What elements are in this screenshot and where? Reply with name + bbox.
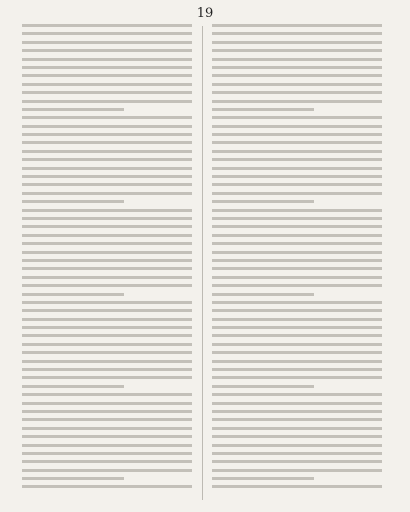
text-line-placeholder <box>212 410 382 413</box>
text-line-placeholder <box>212 402 382 405</box>
text-line-placeholder <box>212 158 382 161</box>
text-line-placeholder <box>22 234 192 237</box>
text-line-placeholder <box>22 242 192 245</box>
text-line-placeholder <box>22 460 192 463</box>
text-line-placeholder <box>212 360 382 363</box>
text-line-placeholder <box>22 444 192 447</box>
text-line-placeholder <box>212 393 382 396</box>
text-line-placeholder <box>22 368 192 371</box>
text-line-placeholder <box>22 41 192 44</box>
text-line-placeholder <box>212 41 382 44</box>
text-line-placeholder <box>22 376 192 379</box>
text-line-placeholder <box>212 284 382 287</box>
text-line-placeholder <box>22 49 192 52</box>
text-line-placeholder <box>212 49 382 52</box>
text-line-placeholder <box>22 284 192 287</box>
text-line-placeholder <box>212 485 382 488</box>
text-line-placeholder <box>212 141 382 144</box>
text-line-placeholder <box>22 141 192 144</box>
text-line-placeholder <box>22 326 192 329</box>
text-line-placeholder <box>212 318 382 321</box>
text-line-placeholder <box>212 469 382 472</box>
text-line-placeholder <box>22 418 192 421</box>
text-line-placeholder <box>212 418 382 421</box>
text-line-placeholder <box>212 376 382 379</box>
left-text-column <box>22 24 192 502</box>
text-line-placeholder <box>212 444 382 447</box>
text-line-placeholder <box>22 167 192 170</box>
text-line-placeholder <box>212 351 382 354</box>
text-line-placeholder <box>22 83 192 86</box>
text-line-placeholder <box>22 225 192 228</box>
text-line-placeholder <box>22 477 124 480</box>
text-line-placeholder <box>22 66 192 69</box>
text-line-placeholder <box>212 66 382 69</box>
text-line-placeholder <box>212 477 314 480</box>
text-line-placeholder <box>22 301 192 304</box>
text-line-placeholder <box>212 183 382 186</box>
text-line-placeholder <box>22 259 192 262</box>
text-line-placeholder <box>212 200 314 203</box>
text-line-placeholder <box>212 108 314 111</box>
text-line-placeholder <box>212 133 382 136</box>
text-line-placeholder <box>212 452 382 455</box>
text-line-placeholder <box>22 343 192 346</box>
text-line-placeholder <box>22 192 192 195</box>
text-line-placeholder <box>22 116 192 119</box>
text-line-placeholder <box>212 368 382 371</box>
text-line-placeholder <box>22 251 192 254</box>
text-line-placeholder <box>212 116 382 119</box>
text-line-placeholder <box>212 24 382 27</box>
text-line-placeholder <box>22 133 192 136</box>
text-line-placeholder <box>22 74 192 77</box>
text-line-placeholder <box>212 385 314 388</box>
text-line-placeholder <box>212 58 382 61</box>
text-line-placeholder <box>212 276 382 279</box>
page-number: 19 <box>196 6 214 21</box>
text-line-placeholder <box>22 183 192 186</box>
text-line-placeholder <box>212 125 382 128</box>
text-line-placeholder <box>22 427 192 430</box>
text-line-placeholder <box>22 200 124 203</box>
text-line-placeholder <box>212 427 382 430</box>
text-line-placeholder <box>22 58 192 61</box>
text-line-placeholder <box>22 485 192 488</box>
text-line-placeholder <box>212 234 382 237</box>
text-line-placeholder <box>212 192 382 195</box>
text-line-placeholder <box>22 217 192 220</box>
text-line-placeholder <box>22 150 192 153</box>
text-line-placeholder <box>212 32 382 35</box>
text-line-placeholder <box>212 83 382 86</box>
text-line-placeholder <box>22 402 192 405</box>
text-line-placeholder <box>212 267 382 270</box>
text-line-placeholder <box>212 217 382 220</box>
text-line-placeholder <box>212 175 382 178</box>
text-line-placeholder <box>22 158 192 161</box>
text-line-placeholder <box>22 385 124 388</box>
text-line-placeholder <box>212 209 382 212</box>
text-line-placeholder <box>22 452 192 455</box>
text-line-placeholder <box>212 293 314 296</box>
text-line-placeholder <box>22 334 192 337</box>
text-line-placeholder <box>22 393 192 396</box>
text-line-placeholder <box>212 334 382 337</box>
text-line-placeholder <box>22 318 192 321</box>
text-line-placeholder <box>212 150 382 153</box>
left-column-line-placeholders <box>22 24 192 488</box>
text-line-placeholder <box>212 167 382 170</box>
text-line-placeholder <box>212 100 382 103</box>
text-line-placeholder <box>22 125 192 128</box>
text-line-placeholder <box>212 301 382 304</box>
text-line-placeholder <box>22 360 192 363</box>
text-line-placeholder <box>22 469 192 472</box>
text-line-placeholder <box>22 435 192 438</box>
text-line-placeholder <box>212 326 382 329</box>
text-line-placeholder <box>22 276 192 279</box>
text-line-placeholder <box>22 91 192 94</box>
text-line-placeholder <box>22 410 192 413</box>
right-text-column <box>212 24 382 502</box>
column-divider <box>202 26 203 500</box>
text-line-placeholder <box>22 293 124 296</box>
text-line-placeholder <box>212 435 382 438</box>
text-line-placeholder <box>22 267 192 270</box>
text-line-placeholder <box>212 343 382 346</box>
text-line-placeholder <box>22 209 192 212</box>
text-line-placeholder <box>212 91 382 94</box>
text-line-placeholder <box>22 108 124 111</box>
text-line-placeholder <box>212 460 382 463</box>
text-line-placeholder <box>212 225 382 228</box>
text-line-placeholder <box>22 351 192 354</box>
text-line-placeholder <box>22 175 192 178</box>
text-line-placeholder <box>212 74 382 77</box>
text-line-placeholder <box>212 242 382 245</box>
text-line-placeholder <box>212 309 382 312</box>
text-line-placeholder <box>212 259 382 262</box>
text-line-placeholder <box>22 100 192 103</box>
text-line-placeholder <box>212 251 382 254</box>
text-line-placeholder <box>22 24 192 27</box>
text-line-placeholder <box>22 32 192 35</box>
text-line-placeholder <box>22 309 192 312</box>
right-column-line-placeholders <box>212 24 382 488</box>
